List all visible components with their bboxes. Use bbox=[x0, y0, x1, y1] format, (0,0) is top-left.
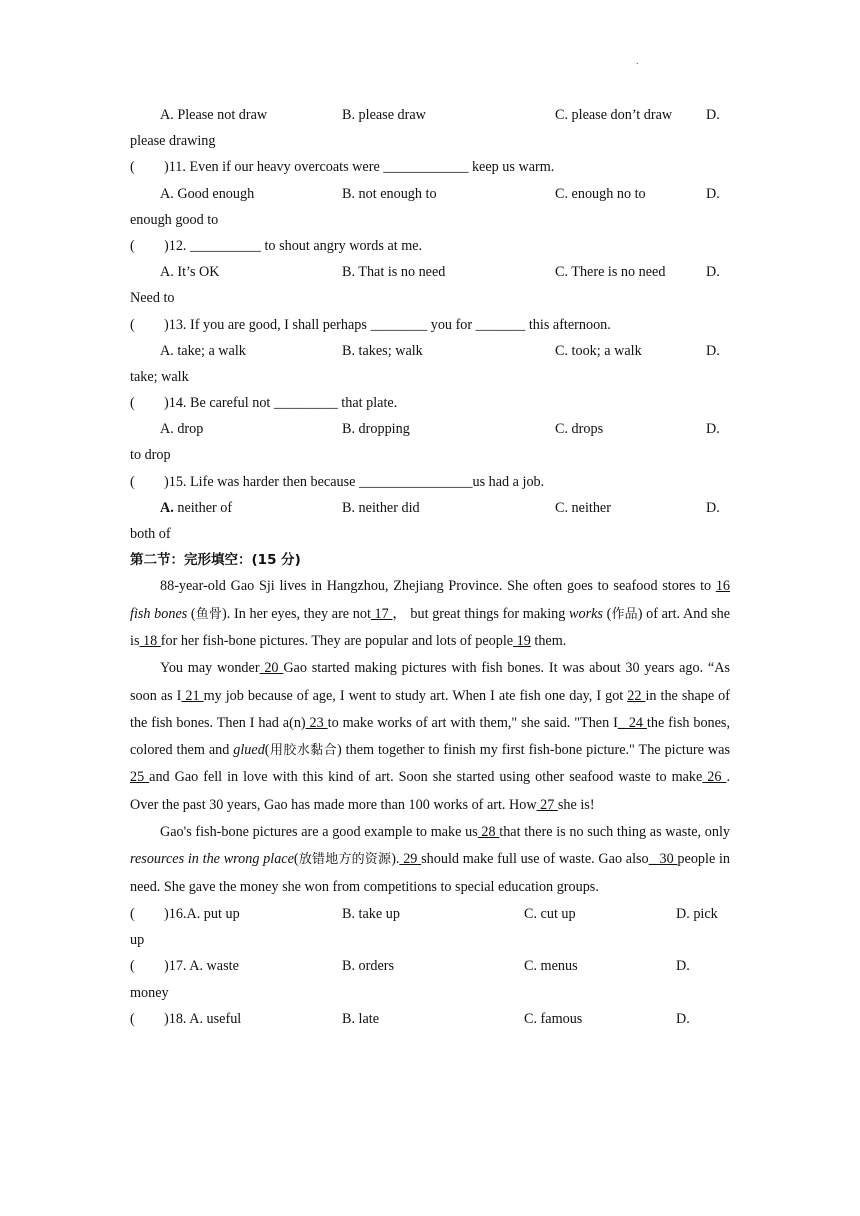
q10-option-b[interactable]: B. please draw bbox=[342, 107, 426, 123]
passage-paragraph-1 bbox=[130, 573, 730, 655]
answer-paren[interactable]: ( bbox=[130, 1010, 135, 1027]
passage-text: them. bbox=[530, 632, 567, 649]
q17-option-d[interactable]: D. bbox=[676, 958, 690, 975]
q16-option-b[interactable]: B. take up bbox=[342, 905, 400, 922]
q14-option-d-wrap: to drop bbox=[130, 447, 171, 464]
question-text-with-option-a[interactable]: )16.A. put up bbox=[164, 905, 240, 922]
passage-text: in the shape of the fish bones. Then I had a(n) bbox=[130, 687, 730, 731]
blank-18[interactable]: 18 bbox=[139, 632, 161, 649]
q16-option-d[interactable]: D. pick bbox=[676, 905, 718, 922]
q17-option-c[interactable]: C. menus bbox=[524, 958, 578, 975]
q10-option-c[interactable]: C. please don’t draw bbox=[555, 107, 673, 123]
answer-paren[interactable]: ( bbox=[130, 316, 135, 333]
answer-paren[interactable]: ( bbox=[130, 237, 135, 254]
passage-text: ， but great things for making bbox=[392, 605, 570, 622]
question-12 bbox=[130, 233, 730, 259]
q15-option-c[interactable]: C. neither bbox=[555, 499, 611, 516]
blank-21[interactable]: 21 bbox=[181, 687, 204, 704]
passage-text: ) them together to finish my first fish-bone picture." The picture was bbox=[336, 742, 730, 759]
section-title: 第二节：完形填空：(15 分) bbox=[130, 552, 301, 569]
passage-italic: fish bones bbox=[130, 605, 188, 622]
passage-paragraph-2 bbox=[130, 655, 730, 819]
q13-options bbox=[130, 338, 730, 364]
q13-option-d[interactable]: D. bbox=[706, 342, 720, 359]
blank-30[interactable]: _ 30 bbox=[648, 851, 678, 868]
q16-option-c[interactable]: C. cut up bbox=[524, 905, 576, 922]
answer-paren[interactable]: ( bbox=[130, 395, 135, 412]
passage-text: 88-year-old Gao Sji lives in Hangzhou, Zhejiang Province. She often goes to seafood stores to bbox=[160, 578, 716, 595]
q15-options bbox=[130, 495, 730, 521]
passage-text: ( bbox=[264, 742, 270, 759]
q11-options bbox=[130, 181, 730, 207]
chinese-gloss: 用胶水黏合 bbox=[269, 743, 337, 759]
q17-option-d-wrap: money bbox=[130, 984, 169, 1001]
q12-option-c[interactable]: C. There is no need bbox=[555, 264, 666, 281]
blank-25[interactable]: 25 bbox=[130, 769, 150, 786]
chinese-gloss: 放错地方的资源 bbox=[298, 852, 392, 868]
blank-27[interactable]: 27 bbox=[536, 796, 558, 813]
q14-options bbox=[130, 416, 730, 442]
q15-option-d-wrap: both of bbox=[130, 526, 171, 542]
passage-text: Gao started making pictures with fish bones. It was about 30 years ago. “As soon as I bbox=[130, 660, 730, 704]
q15-option-b[interactable]: B. neither did bbox=[342, 499, 420, 516]
q11-option-d-wrap: enough good to bbox=[130, 211, 219, 228]
question-text: )15. Life was harder then because ________________us had a job. bbox=[164, 473, 545, 490]
blank-23[interactable]: 23 bbox=[305, 714, 328, 731]
question-text: )11. Even if our heavy overcoats were ____________ keep us warm. bbox=[164, 159, 555, 176]
q15-option-a-text: neither of bbox=[173, 499, 233, 516]
passage-text: ) of art. And she is bbox=[130, 605, 730, 649]
blank-19[interactable]: 19 bbox=[513, 632, 531, 649]
answer-paren[interactable]: ( bbox=[130, 473, 135, 490]
blank-16[interactable]: 16 bbox=[715, 578, 730, 595]
blank-26[interactable]: 26 bbox=[702, 769, 727, 786]
q14-option-d[interactable]: D. bbox=[706, 421, 720, 438]
question-text: )14. Be careful not _________ that plate. bbox=[164, 395, 398, 412]
blank-22[interactable]: 22 bbox=[627, 687, 646, 704]
q12-option-d[interactable]: D. bbox=[706, 264, 720, 281]
blank-17[interactable]: 17 bbox=[370, 605, 393, 622]
question-16 bbox=[130, 901, 730, 927]
q11-option-c[interactable]: C. enough no to bbox=[555, 185, 646, 202]
q11-option-b[interactable]: B. not enough to bbox=[342, 185, 437, 202]
passage-italic: works bbox=[569, 605, 603, 622]
passage-text: . Over the past 30 years, Gao has made more than 100 works of art. How bbox=[130, 769, 730, 813]
q13-option-a[interactable]: A. take; a walk bbox=[160, 342, 246, 359]
passage-text: should make full use of waste. Gao also bbox=[421, 851, 649, 868]
passage-text: ). In her eyes, they are not bbox=[222, 605, 371, 622]
q14-option-a[interactable]: A. drop bbox=[160, 421, 204, 438]
q15-option-a[interactable] bbox=[160, 495, 232, 521]
passage-text: ( bbox=[602, 605, 612, 622]
q10-option-a[interactable]: A. Please not draw bbox=[160, 107, 268, 123]
blank-24[interactable]: _ 24 bbox=[617, 714, 647, 731]
answer-paren[interactable]: ( bbox=[130, 958, 135, 975]
q12-option-b[interactable]: B. That is no need bbox=[342, 264, 446, 281]
passage-text: the fish bones, colored them and bbox=[130, 714, 730, 759]
passage-text: ( bbox=[187, 605, 196, 622]
passage-text: my job because of age, I went to study art. When I ate fish one day, I got bbox=[203, 687, 628, 704]
q10-options bbox=[130, 102, 730, 128]
question-text: )12. __________ to shout angry words at me. bbox=[164, 237, 423, 254]
passage-text: You may wonder bbox=[160, 660, 260, 677]
q18-option-d[interactable]: D. bbox=[676, 1010, 690, 1027]
passage-text: ). bbox=[391, 851, 400, 868]
q15-option-a-letter: A. bbox=[160, 499, 174, 516]
q12-options bbox=[130, 259, 730, 285]
q10-option-d-wrap: please drawing bbox=[130, 133, 216, 150]
passage-text: and Gao fell in love with this kind of art. Soon she started using other seafood waste to make bbox=[149, 769, 703, 786]
document-page bbox=[130, 102, 730, 1032]
passage-text: for her fish-bone pictures. They are popular and lots of people bbox=[160, 632, 514, 649]
q14-option-c[interactable]: C. drops bbox=[555, 421, 604, 438]
q13-option-b[interactable]: B. takes; walk bbox=[342, 342, 423, 359]
q10-option-d[interactable]: D. bbox=[706, 107, 720, 123]
q14-option-b[interactable]: B. dropping bbox=[342, 421, 410, 438]
q16-option-d-wrap: up bbox=[130, 932, 145, 949]
chinese-gloss: 鱼骨 bbox=[195, 606, 223, 622]
header-dot: . bbox=[636, 56, 639, 67]
q18-option-b[interactable]: B. late bbox=[342, 1010, 380, 1027]
blank-28[interactable]: 28 bbox=[477, 824, 500, 841]
chinese-gloss: 作品 bbox=[611, 606, 638, 622]
question-text-with-option-a[interactable]: )17. A. waste bbox=[164, 958, 239, 975]
question-14 bbox=[130, 390, 730, 416]
question-15 bbox=[130, 469, 730, 495]
q11-option-a[interactable]: A. Good enough bbox=[160, 185, 255, 202]
q17-option-b[interactable]: B. orders bbox=[342, 958, 395, 975]
blank-20[interactable]: 20 bbox=[259, 660, 284, 677]
answer-paren[interactable]: ( bbox=[130, 905, 135, 922]
passage-italic: resources in the wrong place bbox=[130, 851, 294, 868]
q15-option-d[interactable]: D. bbox=[706, 499, 720, 516]
passage-italic: glued bbox=[233, 742, 265, 759]
q12-option-d-wrap: Need to bbox=[130, 290, 175, 307]
q11-option-d[interactable]: D. bbox=[706, 185, 720, 202]
question-text: )13. If you are good, I shall perhaps ________ you for _______ this afternoon. bbox=[164, 316, 611, 333]
passage-paragraph-3 bbox=[130, 819, 730, 901]
q13-option-d-wrap: take; walk bbox=[130, 368, 189, 385]
passage-text: Gao's fish-bone pictures are a good example to make us bbox=[160, 824, 478, 841]
q12-option-a[interactable]: A. It’s OK bbox=[160, 264, 220, 281]
passage-text: ( bbox=[293, 851, 299, 868]
passage-text: that there is no such thing as waste, only bbox=[499, 824, 731, 841]
q13-option-c[interactable]: C. took; a walk bbox=[555, 342, 642, 359]
passage-text: she is! bbox=[557, 796, 595, 813]
question-11 bbox=[130, 154, 730, 180]
passage-text: people in need. She gave the money she won from competitions to special education groups. bbox=[130, 851, 731, 895]
question-text-with-option-a[interactable]: )18. A. useful bbox=[164, 1010, 242, 1027]
question-13 bbox=[130, 312, 730, 338]
passage-text: to make works of art with them," she said. "Then I bbox=[327, 714, 618, 731]
question-17 bbox=[130, 953, 730, 979]
answer-paren[interactable]: ( bbox=[130, 159, 135, 176]
question-18 bbox=[130, 1006, 730, 1032]
blank-29[interactable]: 29 bbox=[399, 851, 422, 868]
q18-option-c[interactable]: C. famous bbox=[524, 1010, 583, 1027]
